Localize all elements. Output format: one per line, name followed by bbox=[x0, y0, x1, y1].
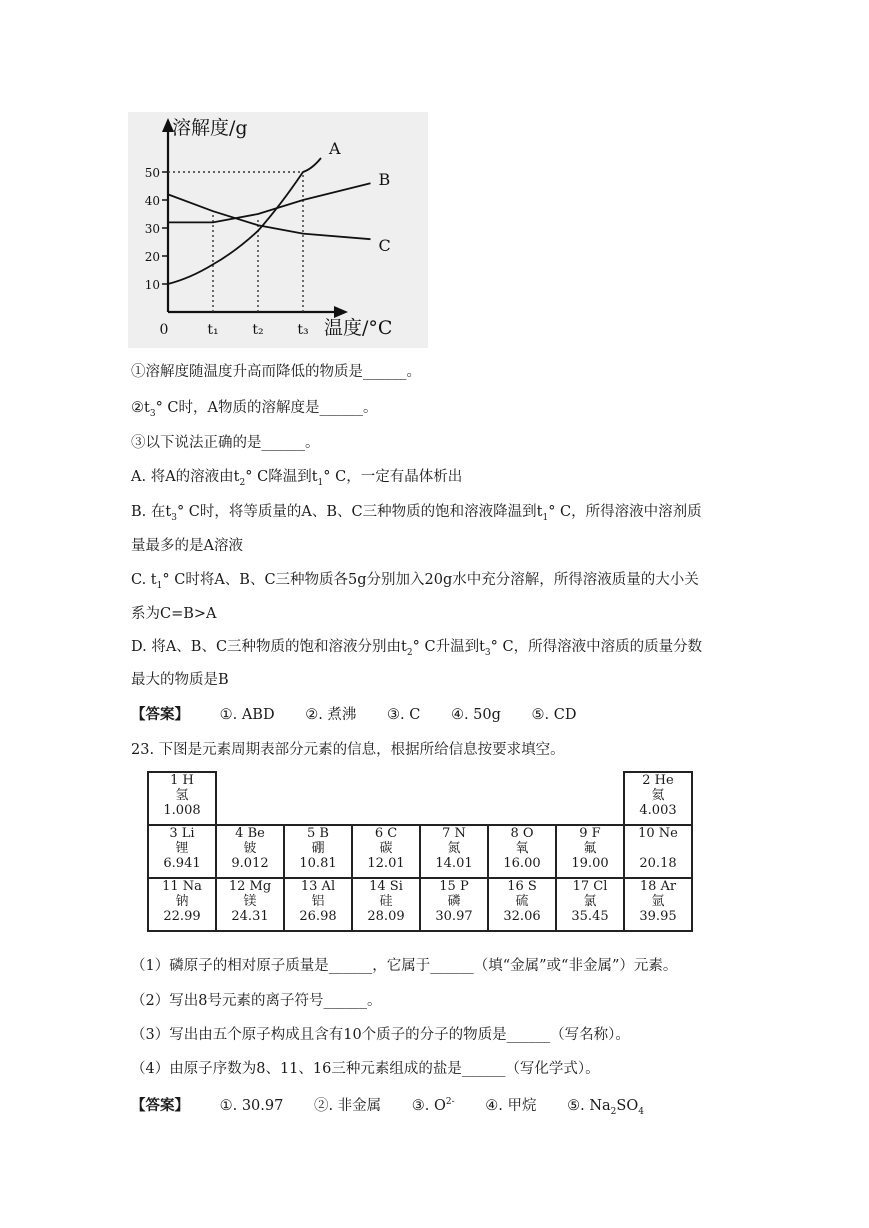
element-number: 4 Be bbox=[235, 826, 265, 841]
question-23-title: 23. 下图是元素周期表部分元素的信息，根据所给信息按要求填空。 bbox=[131, 742, 565, 758]
answer-item: ①. ABD bbox=[219, 707, 275, 723]
element-number: 2 He bbox=[642, 773, 674, 788]
element-mass: 32.06 bbox=[503, 909, 541, 924]
element-name: 氟 bbox=[583, 841, 597, 856]
element-number: 13 Al bbox=[300, 879, 336, 894]
optA-e: ° C，一定有晶体析出 bbox=[323, 469, 463, 485]
element-mass: 22.99 bbox=[163, 909, 201, 924]
element-mass: 4.003 bbox=[639, 803, 677, 818]
element-number: 6 C bbox=[374, 826, 398, 841]
element-cell-o bbox=[488, 825, 556, 878]
series-label-a: A bbox=[329, 139, 341, 158]
element-cell-be bbox=[216, 825, 284, 878]
element-cell-he bbox=[624, 772, 692, 825]
element-name: 磷 bbox=[447, 894, 461, 909]
element-cell-p bbox=[420, 878, 488, 931]
element-cell-ne bbox=[624, 825, 692, 878]
optD-sub1: 2 bbox=[406, 647, 413, 658]
element-number: 5 B bbox=[307, 826, 329, 841]
optB-a: B. 在t bbox=[131, 504, 172, 520]
element-number: 14 Si bbox=[369, 879, 403, 894]
element-cell-al bbox=[284, 878, 352, 931]
answer-item: ②. 非金属 bbox=[313, 1097, 382, 1114]
element-mass: 12.01 bbox=[367, 856, 405, 871]
answer-item: ③. C bbox=[387, 707, 421, 723]
answer-item-sub: 4 bbox=[638, 1106, 644, 1117]
option-c-line2: 系为C=B>A bbox=[131, 606, 217, 622]
optA-a: A. 将A的溶液由t bbox=[131, 469, 240, 485]
answer-item: ⑤. CD bbox=[531, 707, 577, 723]
option-b bbox=[131, 502, 702, 528]
answer-item-text: ⑤. Na bbox=[567, 1097, 611, 1114]
element-number: 9 F bbox=[579, 826, 601, 841]
element-cell-c bbox=[352, 825, 420, 878]
sub-question-3: （3）写出由五个原子构成且含有10个质子的分子的物质是______（写名称）。 bbox=[131, 1027, 630, 1043]
element-cell-n bbox=[420, 825, 488, 878]
series-label-b: B bbox=[378, 170, 391, 190]
element-name: 氢 bbox=[175, 788, 189, 803]
element-name: 钠 bbox=[175, 894, 189, 909]
element-number: 7 N bbox=[442, 826, 466, 841]
optA-sub2: 1 bbox=[317, 477, 324, 488]
answer-item-sup: 2- bbox=[445, 1097, 455, 1107]
element-mass: 30.97 bbox=[435, 909, 473, 924]
element-name: 铍 bbox=[243, 841, 257, 856]
answer-item: ①. 30.97 bbox=[219, 1097, 284, 1114]
chart-svg bbox=[128, 112, 428, 348]
element-mass: 10.81 bbox=[299, 856, 337, 871]
element-number: 17 Cl bbox=[572, 879, 608, 894]
element-mass: 9.012 bbox=[231, 856, 269, 871]
answer-item bbox=[412, 1098, 455, 1114]
answer-label: 【答案】 bbox=[131, 706, 189, 723]
element-name: 铝 bbox=[311, 894, 325, 909]
optC-c: ° C时将A、B、C三种物质各5g分别加入20g水中充分溶解，所得溶液质量的大小关 bbox=[162, 572, 699, 588]
answer-item bbox=[567, 1097, 644, 1117]
answer-item-text: ③. O bbox=[411, 1097, 446, 1114]
element-number: 16 S bbox=[507, 879, 537, 894]
element-mass: 24.31 bbox=[231, 909, 269, 924]
option-b-line2: 量最多的是A溶液 bbox=[131, 538, 243, 554]
element-name: 氧 bbox=[515, 841, 529, 856]
answer-1 bbox=[131, 705, 576, 725]
element-name: 氦 bbox=[651, 788, 665, 803]
element-name: 锂 bbox=[175, 841, 189, 856]
solubility-chart bbox=[128, 112, 428, 348]
element-cell-f bbox=[556, 825, 624, 878]
answer-item: ④. 甲烷 bbox=[485, 1097, 537, 1114]
element-name: 氯 bbox=[583, 894, 597, 909]
question-3: ③以下说法正确的是______。 bbox=[131, 435, 320, 451]
y-tick-label: 10 bbox=[144, 278, 160, 292]
element-cell-mg bbox=[216, 878, 284, 931]
optC-sub: 1 bbox=[156, 580, 163, 591]
q2-text-c: ° C时，A物质的溶解度是______。 bbox=[155, 400, 378, 416]
option-c bbox=[131, 570, 699, 596]
element-cell-ar bbox=[624, 878, 692, 931]
element-name: 镁 bbox=[243, 894, 257, 909]
y-axis-label: 溶解度/g bbox=[172, 117, 248, 139]
optD-sub2: 3 bbox=[484, 647, 491, 658]
option-d bbox=[131, 637, 702, 663]
y-tick-label: 40 bbox=[144, 194, 160, 208]
optD-c: ° C升温到t bbox=[412, 639, 485, 655]
series-label-c: C bbox=[378, 236, 391, 256]
optC-a: C. t bbox=[131, 572, 157, 588]
element-name bbox=[625, 841, 691, 856]
sub-question-1: （1）磷原子的相对原子质量是______，它属于______（填“金属”或“非金属”）元素。 bbox=[131, 958, 678, 974]
y-tick-label: 30 bbox=[144, 222, 160, 236]
element-name: 氩 bbox=[651, 894, 665, 909]
element-mass: 14.01 bbox=[435, 856, 473, 871]
element-number: 15 P bbox=[439, 879, 469, 894]
optD-a: D. 将A、B、C三种物质的饱和溶液分别由t bbox=[131, 639, 407, 655]
periodic-table bbox=[147, 771, 693, 932]
element-number: 8 O bbox=[510, 826, 534, 841]
q2-text-a: ②t bbox=[131, 400, 150, 416]
optB-sub1: 3 bbox=[171, 512, 177, 523]
element-cell-si bbox=[352, 878, 420, 931]
optA-c: ° C降温到t bbox=[245, 469, 318, 485]
element-cell-cl bbox=[556, 878, 624, 931]
answer-item: ②. 煮沸 bbox=[305, 707, 357, 723]
element-cell-s bbox=[488, 878, 556, 931]
element-mass: 19.00 bbox=[571, 856, 609, 871]
x-tick-label: t₃ bbox=[297, 322, 309, 338]
q2-sub: 3 bbox=[149, 408, 156, 419]
answer-item: ④. 50g bbox=[450, 707, 501, 723]
element-number: 11 Na bbox=[162, 879, 202, 894]
sub-question-4: （4）由原子序数为8、11、16三种元素组成的盐是______（写化学式）。 bbox=[131, 1061, 600, 1077]
element-mass: 1.008 bbox=[163, 803, 201, 818]
element-mass: 6.941 bbox=[163, 856, 201, 871]
question-2 bbox=[131, 398, 378, 424]
element-name: 硫 bbox=[515, 894, 529, 909]
element-name: 碳 bbox=[379, 841, 393, 856]
element-mass: 28.09 bbox=[367, 909, 405, 924]
element-number: 18 Ar bbox=[639, 879, 677, 894]
answer-2 bbox=[131, 1092, 644, 1122]
element-name: 氮 bbox=[447, 841, 461, 856]
optB-e: ° C，所得溶液中溶剂质 bbox=[548, 504, 702, 520]
y-tick-label: 20 bbox=[144, 250, 160, 264]
element-mass: 16.00 bbox=[503, 856, 541, 871]
element-cell-na bbox=[148, 878, 216, 931]
element-mass: 39.95 bbox=[639, 909, 677, 924]
optD-e: ° C，所得溶液中溶质的质量分数 bbox=[490, 639, 703, 655]
x-axis-label: 温度/°C bbox=[324, 317, 393, 339]
optA-sub1: 2 bbox=[239, 477, 246, 488]
element-cell-h bbox=[148, 772, 216, 825]
element-name: 硼 bbox=[311, 841, 325, 856]
optB-sub2: 1 bbox=[542, 512, 549, 523]
x-tick-label: t₁ bbox=[207, 322, 219, 338]
option-d-line2: 最大的物质是B bbox=[131, 672, 229, 688]
element-mass: 35.45 bbox=[571, 909, 609, 924]
element-cell-b bbox=[284, 825, 352, 878]
x-tick-label: t₂ bbox=[252, 322, 264, 338]
answer-item-sub: 2 bbox=[610, 1106, 617, 1117]
optB-c: ° C时，将等质量的A、B、C三种物质的饱和溶液降温到t bbox=[176, 504, 543, 520]
element-mass: 20.18 bbox=[639, 856, 677, 871]
y-tick-label: 50 bbox=[144, 166, 160, 180]
element-number: 3 Li bbox=[169, 826, 195, 841]
element-name: 硅 bbox=[379, 894, 393, 909]
element-mass: 26.98 bbox=[299, 909, 337, 924]
option-a bbox=[131, 467, 462, 493]
element-number: 12 Mg bbox=[228, 879, 272, 894]
element-cell-li bbox=[148, 825, 216, 878]
element-number: 10 Ne bbox=[638, 826, 678, 841]
question-1: ①溶解度随温度升高而降低的物质是______。 bbox=[131, 364, 421, 380]
sub-question-2: （2）写出8号元素的离子符号______。 bbox=[131, 993, 382, 1009]
x-tick-label: 0 bbox=[159, 322, 169, 338]
answer-item-text: SO bbox=[616, 1097, 639, 1114]
answer-label: 【答案】 bbox=[131, 1096, 189, 1114]
element-number: 1 H bbox=[170, 773, 194, 788]
